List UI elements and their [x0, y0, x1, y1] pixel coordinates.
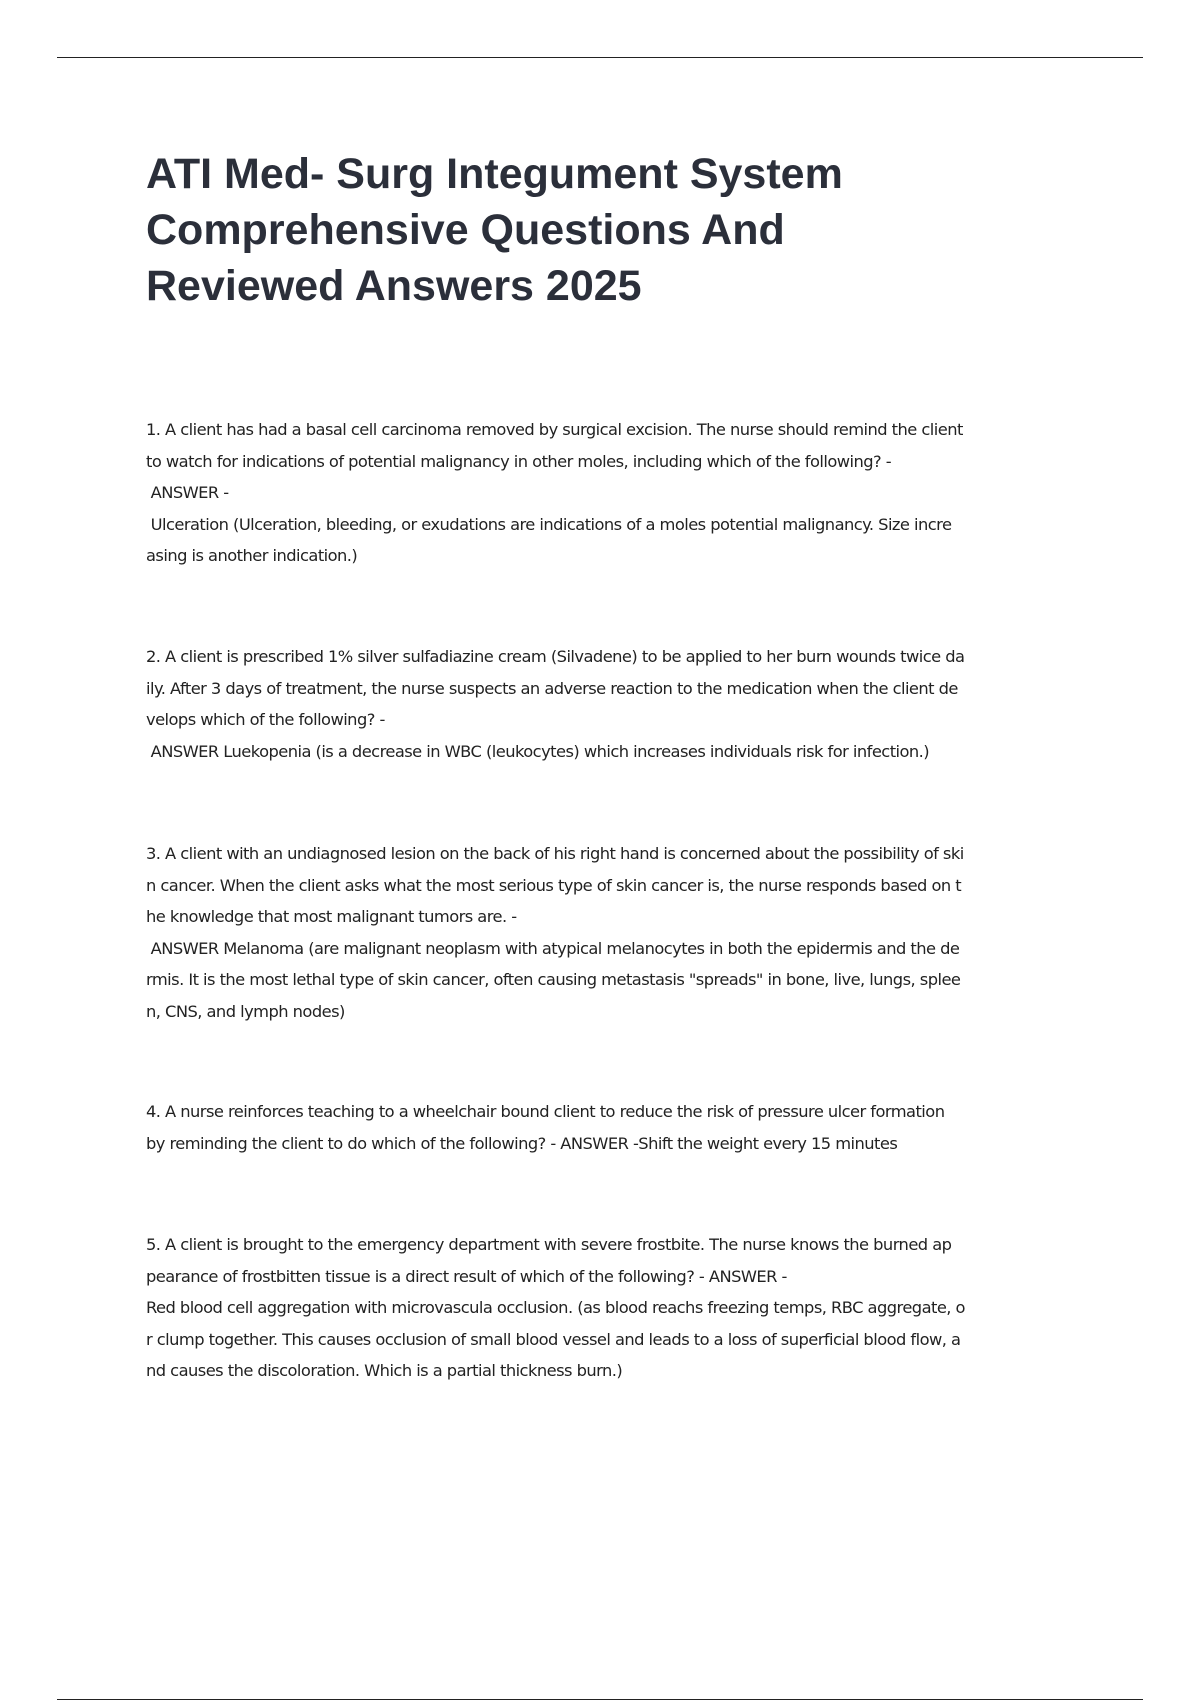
answer-line: ANSWER Melanoma (are malignant neoplasm with atypical melanocytes in both the epidermis and the de — [146, 938, 960, 958]
question-line: he knowledge that most malignant tumors are. - — [146, 907, 517, 926]
top-rule — [57, 57, 1143, 58]
question-5 — [146, 1229, 1091, 1387]
question-line: 3. A client with an undiagnosed lesion on the back of his right hand is concerned about the possibility of ski — [146, 844, 964, 863]
answer-line: nd causes the discoloration. Which is a partial thickness burn.) — [146, 1361, 623, 1380]
document-title — [146, 146, 1086, 314]
question-line: pearance of frostbitten tissue is a direct result of which of the following? - ANSWER - — [146, 1266, 787, 1286]
answer-line: n, CNS, and lymph nodes) — [146, 1001, 345, 1021]
question-line: 5. A client is brought to the emergency department with severe frostbite. The nurse knows the burned ap — [146, 1235, 952, 1254]
answer-line: ANSWER Luekopenia (is a decrease in WBC (leukocytes) which increases individuals risk for infection.) — [146, 741, 930, 761]
title-line: ATI Med- Surg Integument System — [146, 150, 843, 198]
question-line: to watch for indications of potential malignancy in other moles, including which of the following? - — [146, 451, 892, 471]
answer-line: asing is another indication.) — [146, 546, 358, 565]
question-line: velops which of the following? - — [146, 710, 385, 729]
title-line: Reviewed Answers 2025 — [146, 262, 642, 310]
answer-line: Ulceration (Ulceration, bleeding, or exudations are indications of a moles potential malignancy. Size incre — [146, 514, 952, 534]
question-line: 1. A client has had a basal cell carcinoma removed by surgical excision. The nurse should remind the client — [146, 420, 963, 439]
answer-line: r clump together. This causes occlusion of small blood vessel and leads to a loss of superficial blood flow, a — [146, 1329, 961, 1349]
question-line: ily. After 3 days of treatment, the nurse suspects an adverse reaction to the medication when the client de — [146, 678, 958, 698]
question-4 — [146, 1096, 1091, 1159]
question-2 — [146, 641, 1091, 767]
question-line: 2. A client is prescribed 1% silver sulfadiazine cream (Silvadene) to be applied to her burn wounds twice da — [146, 647, 965, 666]
answer-line: Red blood cell aggregation with microvascula occlusion. (as blood reachs freezing temps, RBC aggregate, o — [146, 1298, 965, 1317]
question-3 — [146, 838, 1091, 1027]
question-line: n cancer. When the client asks what the most serious type of skin cancer is, the nurse responds based on t — [146, 875, 962, 895]
answer-label-line: ANSWER - — [146, 483, 229, 502]
question-answer-line: by reminding the client to do which of the following? - ANSWER -Shift the weight every 15 minutes — [146, 1133, 898, 1153]
question-line: 4. A nurse reinforces teaching to a wheelchair bound client to reduce the risk of pressure ulcer formation — [146, 1102, 945, 1121]
answer-line: rmis. It is the most lethal type of skin cancer, often causing metastasis "spreads" in bone, live, lungs, splee — [146, 970, 961, 989]
question-1 — [146, 414, 1091, 572]
title-line: Comprehensive Questions And — [146, 206, 785, 254]
